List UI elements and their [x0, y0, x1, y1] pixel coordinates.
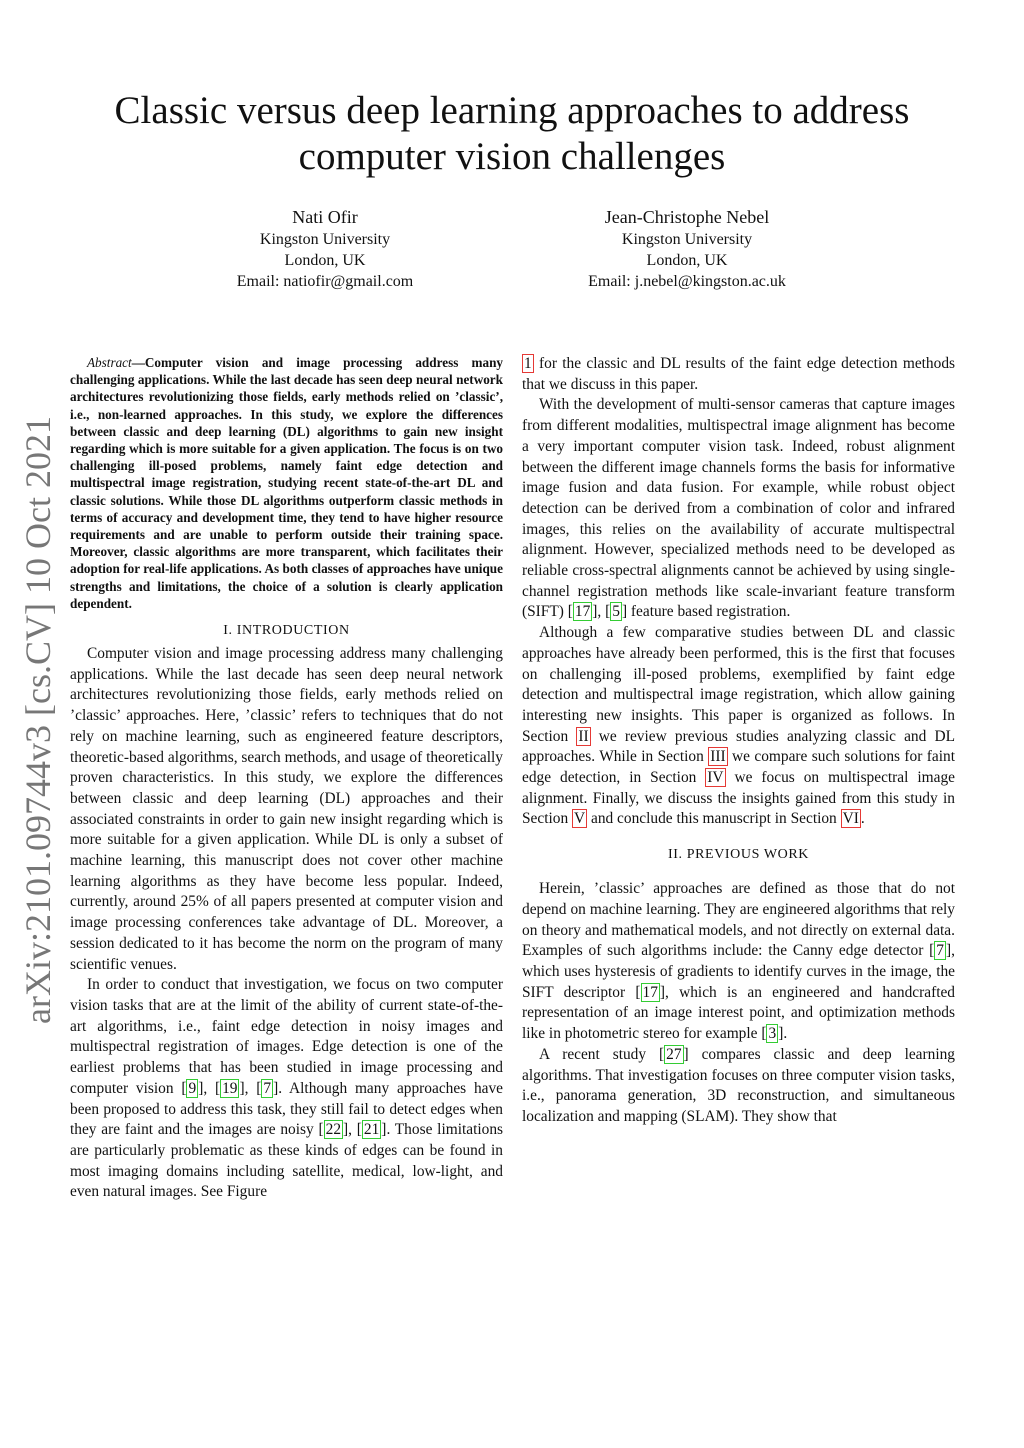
intro-paragraph-2-continued: 1 for the classic and DL results of the faint edge detection methods that we discuss in this paper. — [522, 355, 955, 393]
citation-link[interactable]: 21 — [363, 1121, 380, 1139]
author-name: Jean-Christophe Nebel — [604, 207, 770, 227]
intro-paragraph-2: In order to conduct that investigation, we focus on two computer vision tasks that are at the limit of the ability of current state-of-the-art algorithms, i.e., faint edge detection in noisy images and multispectral registration of images. Edge detection is one of the earliest problems that has been studied in image processing and computer vision [ 9 ], [ 19 ], [ 7 ]. Although many approaches have been proposed to address this task, they still fail to detect edges when they are faint and the images are noisy [ 22 ], [ 21 ]. Those limitations are particularly problematic as these kinds of edges can be found in most imaging domains including satellite, medical, low-light, and even natural images. See Figure — [70, 976, 504, 1201]
intro-paragraph-1: Computer vision and image processing address many challenging applications. While the last decade has seen deep neural network architectures revolutionizing those fields, early methods relied on ’classic’ approaches. Here, ’classic’ refers to techniques that do not rely on machine learning, such as engineered feature descriptors, theoretic-based algorithms, search methods, and usage of theoretically proven characteristics. In this study, we explore the differences between classic and deep learning (DL) approaches and their associated constraints in order to gain new insight regarding which is more suitable for a given application. While DL is only a subset of machine learning, this manuscript does not cover other machine learning algorithms as they have become less popular. Indeed, currently, around 25% of all papers presented at computer vision and image processing conferences take advantage of DL. Moreover, a session dedicated to it has become the norm on the program of many scientific venues. — [70, 645, 503, 973]
section-link[interactable]: III — [710, 748, 726, 766]
section-heading-introduction: I. INTRODUCTION — [223, 623, 350, 639]
abstract-text: —Computer vision and image processing address many challenging applications. While the last decade has seen deep neural network architectures revolutionizing those fields, early methods relied on ’classic’, i.e., non-learned approaches. In this study, we explore the differences between classic and deep learning (DL) algorithms to gain new insight regarding which is more suitable for a given application. The focus is on two challenging ill-posed problems, namely faint edge detection and multispectral image registration, studying recent state-of-the-art DL and classic solutions. While those DL algorithms outperform classic methods in terms of accuracy and development time, they tend to have higher resource requirements and are unable to perform outside their training space. Moreover, classic algorithms are more transparent, which facilitates their adoption for real-life applications. As both classes of approaches have unique strengths and limitations, the choice of a solution is clearly application dependent. — [70, 355, 503, 611]
author-location: London, UK — [646, 252, 728, 269]
author-name: Nati Ofir — [292, 207, 358, 227]
citation-link[interactable]: 3 — [768, 1025, 777, 1043]
arxiv-watermark: arXiv:2101.09744v3 [cs.CV] 10 Oct 2021 — [18, 416, 58, 1024]
citation-link[interactable]: 7 — [936, 942, 944, 960]
author-affiliation: Kingston University — [621, 231, 753, 248]
citation-link[interactable]: 27 — [666, 1045, 682, 1063]
section-link[interactable]: IV — [707, 769, 724, 787]
figure-link[interactable]: 1 — [524, 355, 532, 372]
previous-work-paragraph-2: A recent study [ 27 ] compares classic and deep learning algorithms. That investigation focuses on three computer vision tasks, i.e., panorama generation, 3D reconstruction, and simultaneous localization and mapping (SLAM). They show that — [522, 1045, 956, 1125]
citation-link[interactable]: 9 — [188, 1079, 197, 1097]
intro-paragraph-3: With the development of multi-sensor cameras that capture images from different modalities, multispectral image alignment has become a very important computer vision task. Indeed, robust alignment between the different image channels forms the basis for informative image fusion and data fusion. For example, while robust object detection can be derived from a combination of color and infrared images, this relies on the availability of accurate multispectral alignment. However, specialized methods need to be developed as reliable cross-spectral alignments cannot be achieved by using single-channel registration methods like scale-invariant feature transform (SIFT) [ 17 ], [ 5 ] feature based registration. — [522, 396, 955, 621]
section-link[interactable]: V — [574, 810, 586, 828]
left-column — [70, 354, 503, 1203]
abstract-label: Abstract — [87, 355, 132, 370]
citation-link[interactable]: 7 — [263, 1079, 272, 1097]
section-link[interactable]: VI — [842, 810, 859, 828]
abstract — [70, 354, 503, 612]
author-email: Email: j.nebel@kingston.ac.uk — [588, 273, 786, 290]
citation-link[interactable]: 19 — [222, 1079, 238, 1097]
author-block-1 — [165, 206, 485, 292]
paper-title: Classic versus deep learning approaches to address computer vision challenges — [114, 89, 910, 178]
author-location: London, UK — [284, 252, 366, 269]
previous-work-paragraph-1: Herein, ’classic’ approaches are defined as those that do not depend on machine learning. They are engineered algorithms that rely on theory and mathematical models, and not directly on external data. Examples of such algorithms include: the Canny edge detector [ 7 ], which uses hysteresis of gradients to identify curves in the image, the SIFT descriptor [ 17 ], which is an engineered and handcrafted representation of an image interest point, and optimization methods like in photometric stereo for example [ 3 ]. — [522, 880, 955, 1043]
author-affiliation: Kingston University — [259, 231, 391, 248]
citation-link[interactable]: 17 — [642, 983, 658, 1001]
citation-link[interactable]: 22 — [325, 1121, 342, 1139]
section-heading-previous-work: II. PREVIOUS WORK — [668, 847, 809, 863]
right-column — [522, 354, 955, 1128]
intro-paragraph-4: Although a few comparative studies between DL and classic approaches have already been performed, this is the first that focuses on challenging ill-posed problems, exemplified by faint edge detection and multispectral image registration, which allow gaining interesting new insights. This paper is organized as follows. In Section II we review previous studies analyzing classic and DL approaches. While in Section III we compare such solutions for faint edge detection, in Section IV we focus on multispectral image alignment. Finally, we discuss the insights gained from this study in Section V and conclude this manuscript in Section VI . — [522, 624, 956, 828]
citation-link[interactable]: 17 — [574, 603, 591, 621]
section-link[interactable]: II — [578, 727, 589, 745]
author-block-2 — [527, 206, 847, 292]
citation-link[interactable]: 5 — [612, 603, 620, 621]
author-email: Email: natiofir@gmail.com — [236, 273, 414, 290]
